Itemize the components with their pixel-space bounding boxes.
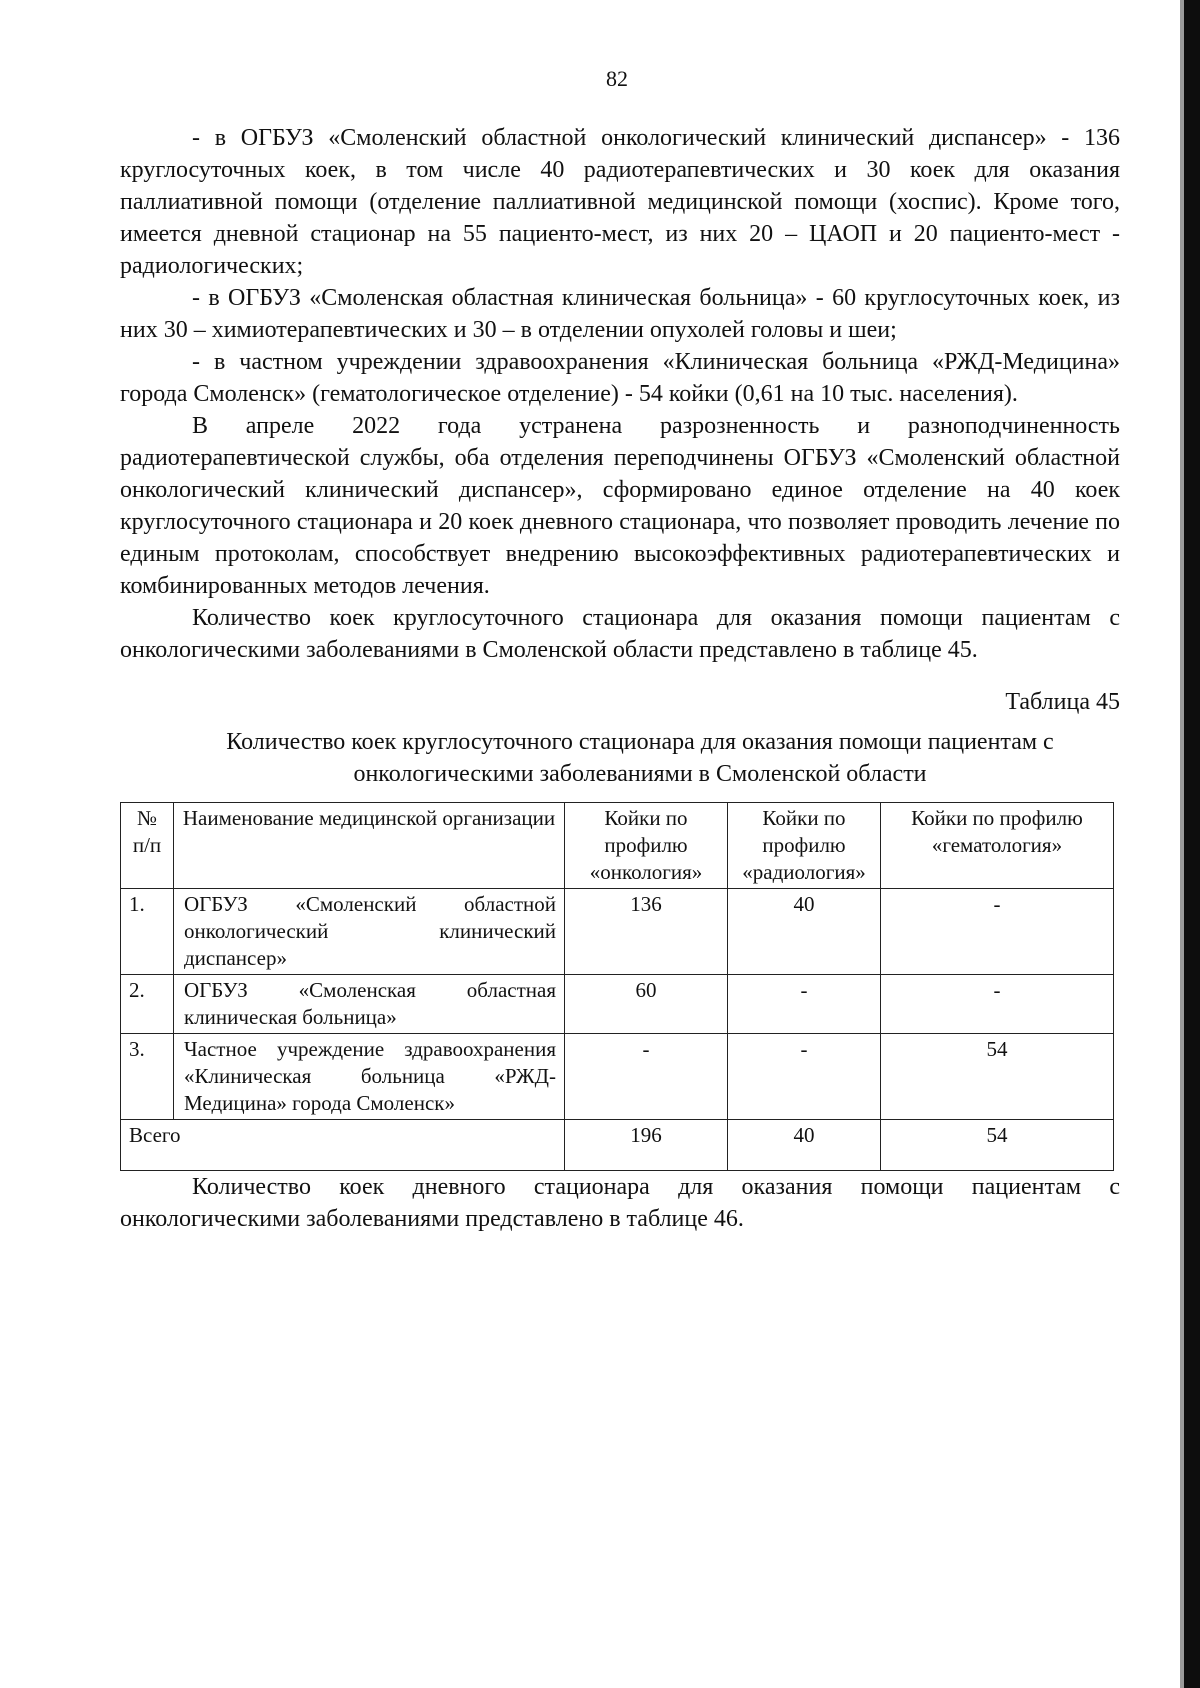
table-row [121, 889, 1114, 975]
row-organization: Частное учреждение здравоохранения «Клиническая больница «РЖД-Медицина» города Смоленск» [174, 1034, 565, 1120]
row-number: 2. [121, 975, 174, 1034]
paragraph-2: - в ОГБУЗ «Смоленская областная клиническая больница» - 60 круглосуточных коек, из них 30 – химиотерапевтических и 30 – в отделении опухолей головы и шеи; [120, 285, 1120, 343]
paragraph-3: - в частном учреждении здравоохранения «Клиническая больница «РЖД-Медицина» города Смоленск» (гематологическое отделение) - 54 койки (0,61 на 10 тыс. населения). [120, 349, 1120, 407]
beds-table [120, 802, 1114, 1171]
document-body [120, 122, 1120, 1235]
page-number: 82 [606, 66, 628, 91]
row-organization: ОГБУЗ «Смоленская областная клиническая больница» [174, 975, 565, 1034]
total-label: Всего [121, 1120, 565, 1171]
row-hematology: - [881, 975, 1114, 1034]
row-hematology: - [881, 889, 1114, 975]
paragraph-5: Количество коек круглосуточного стационара для оказания помощи пациентам с онкологическими заболеваниями в Смоленской области представлено в таблице 45. [120, 605, 1120, 663]
table-row [121, 1034, 1114, 1120]
header-number: № п/п [121, 803, 174, 889]
header-hematology: Койки по профилю «гематология» [881, 803, 1114, 889]
header-organization: Наименование медицинской организации [174, 803, 565, 889]
row-radiology: - [728, 975, 881, 1034]
table-row [121, 975, 1114, 1034]
row-oncology: 136 [565, 889, 728, 975]
row-number: 3. [121, 1034, 174, 1120]
closing-paragraph: Количество коек дневного стационара для оказания помощи пациентам с онкологическими заболеваниями представлено в таблице 46. [120, 1174, 1120, 1232]
table-header-row [121, 803, 1114, 889]
row-radiology: - [728, 1034, 881, 1120]
total-oncology: 196 [565, 1120, 728, 1171]
table-label: Таблица 45 [1005, 689, 1120, 715]
paragraph-1: - в ОГБУЗ «Смоленский областной онкологический клинический диспансер» - 136 круглосуточных коек, в том числе 40 радиотерапевтических и 30 коек для оказания паллиативной помощи (отделение паллиативной медицинской помощи (хоспис). Кроме того, имеется дневной стационар на 55 пациенто-мест, из них 20 – ЦАОП и 20 пациенто-мест - радиологических; [120, 125, 1120, 279]
row-number: 1. [121, 889, 174, 975]
table-total-row [121, 1120, 1114, 1171]
paragraph-4: В апреле 2022 года устранена разрозненность и разноподчиненность радиотерапевтической службы, оба отделения переподчинены ОГБУЗ «Смоленский областной онкологический клинический диспансер», сформировано единое отделение на 40 коек круглосуточного стационара и 20 коек дневного стационара, что позволяет проводить лечение по единым протоколам, способствует внедрению высокоэффективных радиотерапевтических и комбинированных методов лечения. [120, 413, 1120, 599]
table-title: Количество коек круглосуточного стационара для оказания помощи пациентам с онкологическими заболеваниями в Смоленской области [226, 729, 1054, 787]
scan-edge-bar [1184, 0, 1200, 1688]
total-radiology: 40 [728, 1120, 881, 1171]
row-organization: ОГБУЗ «Смоленский областной онкологический клинический диспансер» [174, 889, 565, 975]
header-oncology: Койки по профилю «онкология» [565, 803, 728, 889]
total-hematology: 54 [881, 1120, 1114, 1171]
row-oncology: - [565, 1034, 728, 1120]
row-hematology: 54 [881, 1034, 1114, 1120]
row-oncology: 60 [565, 975, 728, 1034]
header-radiology: Койки по профилю «радиология» [728, 803, 881, 889]
row-radiology: 40 [728, 889, 881, 975]
